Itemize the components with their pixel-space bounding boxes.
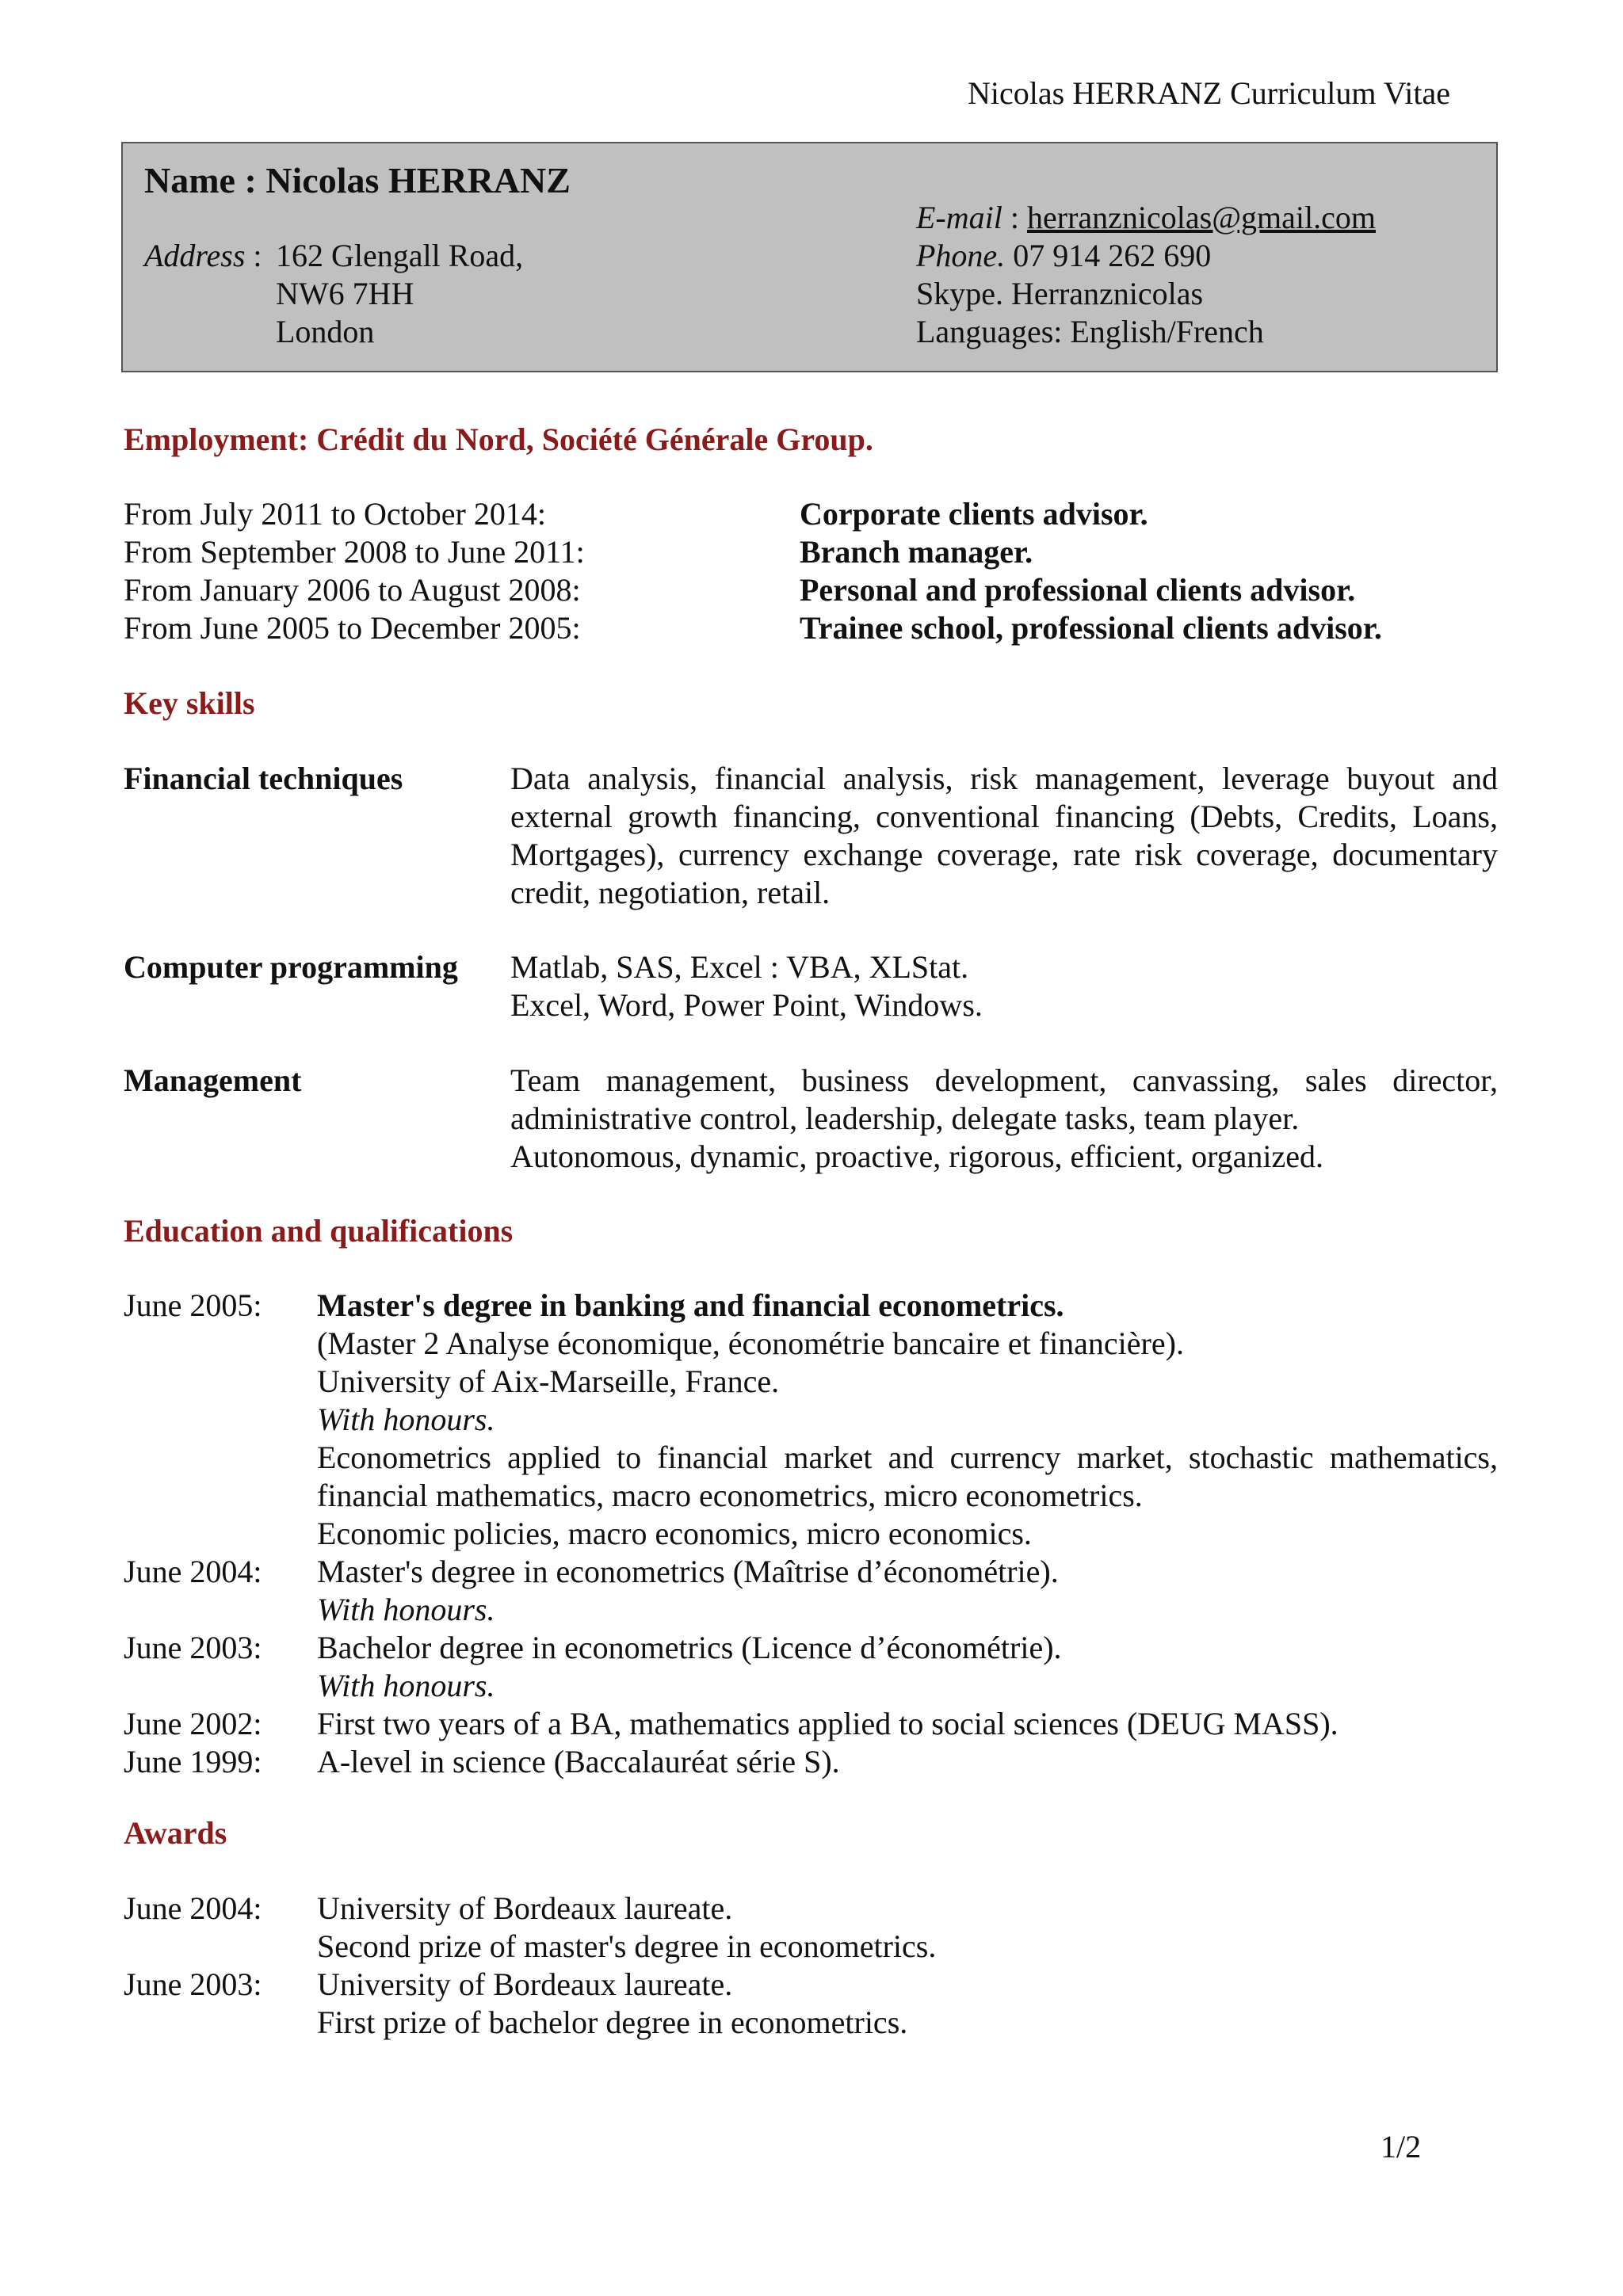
skill-line: Autonomous, dynamic, proactive, rigorous, efficient, organized.	[510, 1138, 1324, 1174]
education-honours: With honours.	[317, 1668, 495, 1703]
name-line	[144, 159, 571, 202]
name-label: Name	[144, 160, 235, 200]
skill-management	[124, 1062, 1498, 1176]
languages-row: Languages: English/French	[916, 314, 1264, 349]
address-line-3: London	[276, 314, 375, 349]
education-text: A-level in science (Baccalauréat série S).	[317, 1744, 840, 1779]
skill-line: credit, negotiation, retail.	[510, 875, 831, 910]
education-title: Education and qualifications	[124, 1213, 514, 1249]
skill-line: external growth financing, conventional financing (Debts, Credits, Loans,	[510, 799, 1498, 834]
education-text: Master's degree in econometrics (Maîtrise d’économétrie).	[317, 1554, 1059, 1589]
employment-period: From July 2011 to October 2014:	[124, 496, 546, 532]
name-separator: :	[235, 160, 266, 200]
employment-row	[124, 495, 1382, 533]
award-line: Second prize of master's degree in econometrics.	[317, 1928, 937, 1964]
award-line: University of Bordeaux laureate.	[317, 1890, 733, 1926]
skill-line: administrative control, leadership, delegate tasks, team player.	[510, 1100, 1300, 1136]
skill-computer-programming	[124, 948, 1498, 1024]
award-line: University of Bordeaux laureate.	[317, 1966, 733, 2002]
email-label: E-mail	[916, 200, 1002, 235]
education-degree: Master's degree in banking and financial econometrics.	[317, 1287, 1064, 1323]
award-date: June 2004:	[124, 1890, 262, 1926]
education-detail-line: Economic policies, macro economics, micro economics.	[317, 1516, 1032, 1551]
education-line: (Master 2 Analyse économique, économétrie bancaire et financière).	[317, 1325, 1184, 1361]
education-list	[124, 1287, 1498, 1781]
skill-description	[510, 948, 1498, 1024]
phone-row	[916, 237, 1376, 275]
phone-number: 07 914 262 690	[1005, 238, 1212, 273]
employment-period: From June 2005 to December 2005:	[124, 610, 581, 646]
skill-line: Matlab, SAS, Excel : VBA, XLStat.	[510, 949, 969, 985]
award-entry	[124, 1890, 1498, 1966]
employment-row	[124, 571, 1382, 609]
address-line-1: 162 Glengall Road,	[276, 238, 524, 273]
email-separator: :	[1002, 200, 1027, 235]
education-detail-line: financial mathematics, macro econometrics, micro econometrics.	[317, 1478, 1143, 1513]
award-entry	[124, 1966, 1498, 2042]
award-date: June 2003:	[124, 1966, 262, 2002]
employment-title: Employment: Crédit du Nord, Société Générale Group.	[124, 421, 873, 457]
employment-role: Personal and professional clients advisor.	[800, 572, 1356, 608]
email-link[interactable]: herranznicolas@gmail.com	[1027, 200, 1376, 235]
skill-label: Management	[124, 1062, 302, 1098]
skill-label: Computer programming	[124, 949, 458, 985]
running-header: Nicolas HERRANZ Curriculum Vitae	[968, 75, 1450, 111]
address-block	[144, 237, 523, 351]
email-row	[916, 199, 1376, 237]
education-date: June 2005:	[124, 1287, 262, 1323]
skill-description	[510, 760, 1498, 912]
awards-title: Awards	[124, 1815, 227, 1851]
address-line-2: NW6 7HH	[276, 276, 414, 311]
education-entry	[124, 1553, 1498, 1629]
award-line: First prize of bachelor degree in econometrics.	[317, 2004, 908, 2040]
contact-block	[916, 199, 1376, 351]
education-entry	[124, 1287, 1498, 1553]
employment-period: From January 2006 to August 2008:	[124, 572, 581, 608]
key-skills-title: Key skills	[124, 685, 255, 721]
education-honours: With honours.	[317, 1592, 495, 1627]
employment-row	[124, 609, 1382, 647]
education-date: June 2002:	[124, 1706, 262, 1741]
education-detail-line: Econometrics applied to financial market and currency market, stochastic mathematics,	[317, 1440, 1498, 1475]
personal-info-box	[121, 142, 1498, 372]
education-entry	[124, 1705, 1498, 1743]
employment-role: Corporate clients advisor.	[800, 496, 1148, 532]
employment-row	[124, 533, 1382, 571]
skill-label: Financial techniques	[124, 761, 403, 796]
skill-description	[510, 1062, 1498, 1176]
employment-period: From September 2008 to June 2011:	[124, 534, 585, 570]
education-text: Bachelor degree in econometrics (Licence d’économétrie).	[317, 1630, 1062, 1665]
education-entry	[124, 1629, 1498, 1705]
education-date: June 2003:	[124, 1630, 262, 1665]
education-date: June 1999:	[124, 1744, 262, 1779]
skype-row: Skype. Herranznicolas	[916, 276, 1204, 311]
skill-line: Mortgages), currency exchange coverage, rate risk coverage, documentary	[510, 837, 1498, 872]
education-entry	[124, 1743, 1498, 1781]
address-separator: :	[245, 238, 270, 273]
education-date: June 2004:	[124, 1554, 262, 1589]
employment-list	[124, 495, 1382, 647]
full-name: Nicolas HERRANZ	[265, 160, 571, 200]
education-line: University of Aix-Marseille, France.	[317, 1363, 780, 1399]
page-number: 1/2	[1381, 2129, 1422, 2164]
skill-line: Data analysis, financial analysis, risk management, leverage buyout and	[510, 761, 1498, 796]
skill-financial-techniques	[124, 760, 1498, 912]
skill-line: Excel, Word, Power Point, Windows.	[510, 987, 983, 1023]
education-honours: With honours.	[317, 1402, 495, 1437]
phone-label: Phone.	[916, 238, 1006, 273]
awards-list	[124, 1890, 1498, 2042]
employment-role: Trainee school, professional clients advisor.	[800, 610, 1382, 646]
skill-line: Team management, business development, canvassing, sales director,	[510, 1062, 1498, 1098]
address-label: Address	[144, 238, 246, 273]
education-text: First two years of a BA, mathematics applied to social sciences (DEUG MASS).	[317, 1706, 1338, 1741]
employment-role: Branch manager.	[800, 534, 1033, 570]
